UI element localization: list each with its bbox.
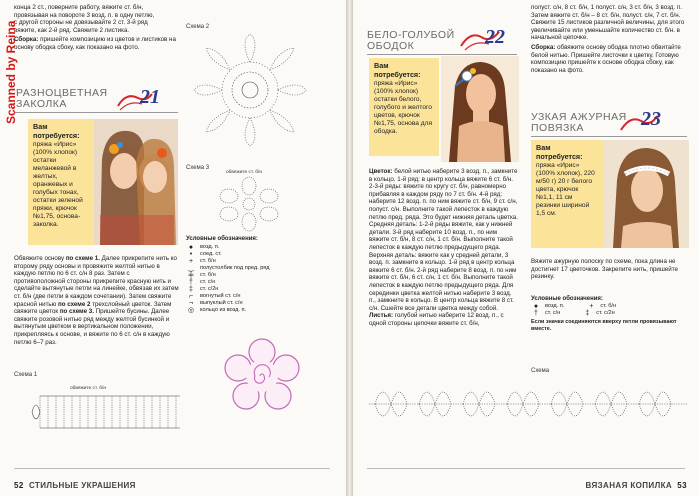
half-double-icon: ‿ bbox=[188, 265, 194, 272]
front-post-icon: ¬ bbox=[188, 300, 194, 307]
legend-item bbox=[186, 272, 326, 279]
text-line: с другой стороны не довязывайте 2 ст. 3-й ряд bbox=[14, 19, 148, 27]
scheme-label: Схема bbox=[531, 368, 550, 374]
legend-item bbox=[186, 300, 326, 307]
body-text-bold: по схеме 1. bbox=[65, 255, 100, 262]
instructions-23: Вяжите ажурную полоску по схеме, пока длина не достигнет 17 цветочков. Закрепите нить, пришейте резинку. bbox=[531, 258, 678, 281]
legend-text: ст. с/н bbox=[545, 310, 561, 316]
legend-text: кольцо из возд. п. bbox=[200, 307, 247, 313]
legend-title: Условные обозначения: bbox=[186, 236, 258, 242]
page-number: 52 bbox=[14, 481, 24, 490]
materials-text: пряжа «Ирис» (100% хлопок) остатки меланжевой в желтых, оранжевых и голубых тонах, остатки зеленой пряжи, крючок №1,75, основа-заколка. bbox=[33, 141, 83, 228]
text-line: конца 2 ст., поверните работу, вяжите ст. б/н, bbox=[14, 4, 144, 11]
magic-ring-icon: ◎ bbox=[187, 307, 195, 314]
flower-instructions bbox=[369, 168, 519, 327]
legend-note: Если значки соединяются вверху петли провязывают вместе. bbox=[531, 319, 677, 332]
section-number-21: 21 bbox=[140, 86, 160, 108]
legend-text: возд. п. bbox=[200, 244, 220, 250]
treble-crochet-icon: ‡ bbox=[585, 310, 590, 317]
double-crochet-icon: † bbox=[534, 310, 538, 317]
assembly-label: Сборка: bbox=[531, 43, 556, 51]
assembly-text: обвяжите основу ободка плотно обвитайте белой нитью. Пришейте листочки к цветку. Готовую композицию пришейте к основе ободка сбоку, как показано на фото. bbox=[531, 43, 681, 74]
book-gutter bbox=[346, 0, 353, 496]
assembly-text: пришейте композицию из цветов и листиков на основу ободка сбоку, как показано на фото. bbox=[14, 36, 176, 51]
body-text: Пришейте бусины. Далее свяжите розовой нитью ряд между желтой бусинкой и вытянутым цветком в вертикальном положении, прикрепляясь к основе, и вяжите по 6 ст. с/н в каждую петлю 6–7 раз. bbox=[14, 308, 170, 346]
section-title-line: ЗАКОЛКА bbox=[16, 98, 67, 110]
section-title-line: ОБОДОК bbox=[367, 40, 415, 52]
legend-item bbox=[186, 258, 326, 265]
materials-title: Вам потребуется: bbox=[33, 122, 80, 140]
double-crochet-icon: † bbox=[189, 279, 193, 286]
back-post-icon: ⌐ bbox=[188, 293, 194, 300]
page-footer-left bbox=[14, 481, 136, 490]
scheme-2-diagram bbox=[192, 32, 308, 150]
legend-item bbox=[186, 293, 326, 300]
scheme-3-note: обвяжите ст. б/н bbox=[226, 170, 262, 175]
section-title-line: БЕЛО-ГОЛУБОЙ bbox=[367, 29, 455, 41]
legend-item bbox=[186, 286, 326, 293]
scheme-2-label: Схема 2 bbox=[186, 24, 210, 30]
body-text-bold: по схеме 3. bbox=[59, 308, 94, 316]
materials-text: пряжа «Ирис» (100% хлопок), 220 м/50 г) 20 г белого цвета, крючок №1,1, 11 см резинки шириной 1,5 см. bbox=[536, 162, 595, 217]
single-crochet-icon: + bbox=[188, 258, 194, 265]
page-running-title: ВЯЗАНАЯ КОПИЛКА bbox=[585, 481, 673, 490]
materials-text: пряжа «Ирис» (100% хлопок) остатки белого, голубого и желтого цветов, крючок №1,75, основа для ободка. bbox=[374, 80, 433, 135]
legend-item bbox=[531, 303, 689, 310]
treble-crochet-icon: ‡ bbox=[189, 286, 193, 293]
materials-box-22 bbox=[369, 58, 439, 156]
materials-box-23 bbox=[531, 140, 603, 248]
leaf-instructions-cont bbox=[531, 4, 689, 74]
legend-text: ст. б/н bbox=[200, 272, 216, 278]
chain-stitch-icon: ● bbox=[533, 303, 539, 310]
photo-placeholder bbox=[603, 140, 689, 248]
slip-stitch-icon: • bbox=[189, 251, 193, 258]
photo-hair-clip-girls bbox=[94, 119, 178, 245]
body-text: Обвяжите основу bbox=[14, 255, 66, 262]
body-text: Далее прикрепите нить ко второму ряду основы и провяжите желтой нитью в каждую петлю по 6 ст. с/н 8 раз. Затем с противоположной стороны прикрепите красную нить и сделайте вытянутые петли на линейке, обвязав их затем ст. б/н (две петли в каждом сочетании). Затем свяжите красной нитью bbox=[14, 255, 179, 308]
legend-item bbox=[186, 265, 326, 272]
text-line: вяжите, как 2-й ряд. Свяжите 2 листика. bbox=[14, 26, 130, 34]
body-text: трехслойный цветок. Затем свяжите цветок bbox=[14, 300, 172, 316]
assembly-label: Сборка: bbox=[14, 36, 39, 44]
materials-box-21 bbox=[28, 119, 94, 245]
body-text: полуст. с/н, 8 ст. б/н, 1 полуст. с/н, 3 ст. б/н, 3 возд. п. Затем вяжите ст. б/н – 8 ст. б/н, полуст. с/н, 7 ст. б/н. Свяжите 15 листиков различной величины, для этого увеличивайте или уменьшайте количество ст. б/н. в начальной цепочке. bbox=[531, 4, 685, 42]
section-number-22: 22 bbox=[485, 26, 505, 48]
scheme-1-diagram bbox=[30, 390, 190, 434]
legend-text: ст. с/2н bbox=[596, 310, 615, 316]
legend-title: Условные обозначения: bbox=[531, 296, 603, 302]
chain-stitch-icon: ● bbox=[188, 244, 194, 251]
scheme-3-label: Схема 3 bbox=[186, 165, 210, 171]
top-text bbox=[14, 4, 182, 52]
legend-text: ст. б/н bbox=[600, 303, 617, 309]
scheme-3-diagram bbox=[212, 176, 286, 232]
single-crochet-icon: + bbox=[589, 303, 594, 310]
section-title-22 bbox=[367, 30, 455, 52]
page-running-title: СТИЛЬНЫЕ УКРАШЕНИЯ bbox=[28, 481, 136, 490]
materials-title: Вам потребуется: bbox=[536, 143, 583, 161]
photo-placeholder bbox=[441, 56, 519, 162]
flower-text: белой нитью наберите 3 возд. п., замкните в кольцо. 1-й ряд: в центр кольца вяжите 6 ст. б/н. 2-3-й ряды: вяжите по кругу ст. б/н, равномерно прибавляя в каждом ряду по 7 ст. б/н. 4-й ряд: наберите 12 возд. п. по ним вяжите ст. б/н, 9 ст. с/н, полуст. с/н. Выполните такой лепесток в каждую петлю пред. ряда. Это будет нижняя деталь цветка. Средняя деталь: 1-2-й ряды вяжите, как у нижней детали. 3-й ряд наберите 10 возд. п., по ним вяжите ст. б/н, 8 ст. с/н, 1 ст. б/н. Выполните такой лепесток в каждую петлю предыдущего ряда. Верхняя деталь: вяжите как у средней детали, 3 возд. п. замкните в кольцо. 1-й ряд в центр кольца вяжите 6 ст. б/н. 2-й ряд наберите 8 возд. п. по ним вяжите ст. б/н, 6 ст. с/н, 1 ст. б/н. Выполните такой лепесток в каждую петлю предыдущего ряда. Для серединки цветка желтой нитью наберите 3 возд. п., замкните в кольцо. В центр кольца вяжите 8 ст. с/н. Сшейте все детали цветка между собой. bbox=[369, 168, 518, 312]
legend-left bbox=[186, 236, 326, 314]
photo-lace-band-girl bbox=[603, 140, 689, 248]
instructions-21 bbox=[14, 255, 180, 346]
left-page bbox=[0, 0, 346, 496]
right-page bbox=[353, 0, 699, 496]
legend-item bbox=[186, 251, 326, 258]
section-title-23 bbox=[531, 112, 627, 134]
legend-text: ст. с/2н bbox=[200, 286, 219, 292]
page-number: 53 bbox=[677, 481, 687, 490]
legend-text: ст. с/н bbox=[200, 279, 216, 285]
legend-text: полустолбик под пред. ряд bbox=[200, 265, 270, 271]
single-crochet-back-icon: ╪ bbox=[188, 272, 194, 279]
legend-text: выпуклый ст. с/н bbox=[200, 300, 243, 306]
footer-divider bbox=[14, 468, 330, 469]
legend-text: вогнутый ст. с/н bbox=[200, 293, 241, 299]
section-title-line: ПОВЯЗКА bbox=[531, 122, 584, 134]
scheme-1-label: Схема 1 bbox=[14, 372, 38, 378]
leaf-text: голубой нитью наберите 12 возд. п., с одной стороны цепочки вяжите ст. б/н, bbox=[369, 312, 504, 327]
legend-item bbox=[186, 279, 326, 286]
text-line: провязывая на повороте 3 возд. п. в одну петлю, bbox=[14, 11, 155, 19]
divider bbox=[367, 54, 517, 55]
section-title-line: УЗКАЯ АЖУРНАЯ bbox=[531, 111, 627, 123]
photo-headband-girl bbox=[441, 56, 519, 162]
page-footer-right bbox=[586, 481, 687, 490]
section-title-line: РАЗНОЦВЕТНАЯ bbox=[16, 87, 108, 99]
scheme-1-note: обвяжите ст. б/н bbox=[70, 386, 106, 391]
legend-right bbox=[531, 296, 689, 333]
lace-band-scheme bbox=[365, 374, 691, 434]
flower-label: Цветок: bbox=[369, 168, 393, 175]
legend-text: ст. б/н bbox=[200, 258, 216, 264]
legend-item bbox=[531, 310, 689, 317]
scanner-watermark: Scanned by Reina bbox=[4, 20, 18, 124]
legend-item bbox=[186, 307, 326, 314]
footer-divider bbox=[367, 468, 685, 469]
photo-placeholder bbox=[94, 119, 178, 245]
leaf-label: Листья: bbox=[369, 312, 394, 320]
divider bbox=[14, 112, 178, 113]
legend-item bbox=[186, 244, 326, 251]
section-title-21 bbox=[16, 88, 108, 110]
body-text-bold: по схеме 2 bbox=[58, 300, 91, 308]
legend-text: соед. ст. bbox=[200, 251, 222, 257]
divider bbox=[531, 136, 687, 137]
materials-title: Вам потребуется: bbox=[374, 61, 421, 79]
flower-drawing bbox=[222, 338, 302, 416]
section-number-23: 23 bbox=[641, 108, 661, 130]
legend-text: возд. п. bbox=[545, 303, 565, 309]
